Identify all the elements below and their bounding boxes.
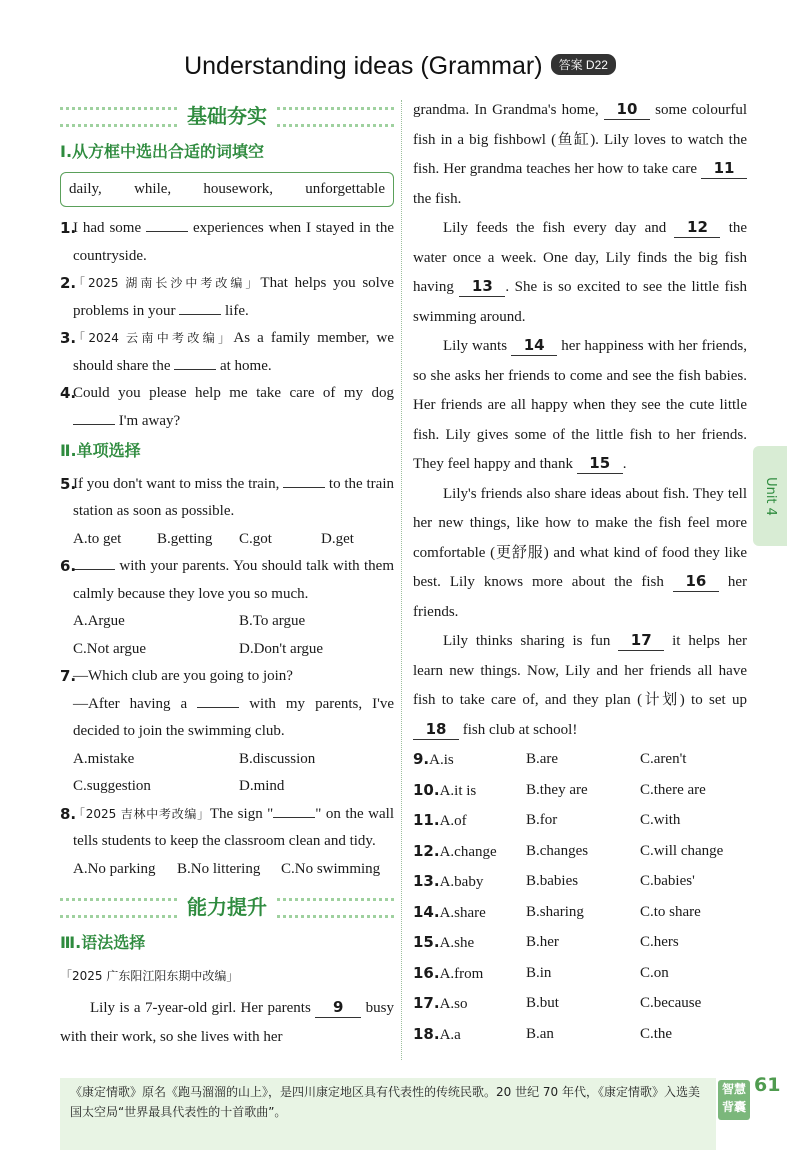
choice-option[interactable]: 17.A.so [413,994,468,1012]
passage-start: Lily is a 7-year-old girl. Her parents 9 busy with their work, so she lives with her [60,998,395,1045]
answer-blank[interactable] [146,217,188,232]
part1-title: Ⅰ.从方框中选出合适的词填空 [60,142,265,161]
passage-p3: Lily wants 14 her happiness with her friends, so she asks her friends to come and see the fish babies. Her friends are all happy when they see the cute little fish. Lily gives some of the little fish to her friends. They feel happy and thank 15 . [413,336,748,472]
numbered-blank[interactable]: 18 [413,719,459,740]
passage-p5: Lily thinks sharing is fun 17 it helps her learn new things. Now, Lily and her friends all have fish to take care of, and they plan (计划) to set up 18 fish club at school! [413,631,748,738]
choice-option[interactable]: C.with [640,812,681,828]
choice-option[interactable]: C.there are [640,781,706,798]
part3-title: Ⅲ.语法选择 [60,933,146,952]
choice-option[interactable]: 18.A.a [413,1024,461,1043]
choice-option[interactable]: 15.A.she [413,933,475,951]
choice-option[interactable]: B.her [526,934,559,950]
choice-number: 16. [413,963,440,982]
choice-option[interactable]: B.for [526,812,558,828]
options-8 [60,856,394,884]
question-1: 1. I had some experiences when I stayed in the countryside. [60,219,395,264]
choice-option[interactable]: C.to share [640,903,701,920]
option[interactable]: B.No littering [177,860,261,877]
choice-option[interactable]: 11.A.of [413,811,467,829]
option[interactable]: C.Not argue [73,640,147,657]
question-8: 8. 「2025 吉林中考改编」The sign " " on the wall tells students to keep the classroom clean and tidy. [60,804,394,849]
option[interactable]: C.got [239,530,272,547]
passage-p4: Lily's friends also share ideas about fish. They tell her new things, like how to make the fish feel more comfortable (更舒服) and what kind of food they like best. Lily knows more about the fish 16 her friends. [413,485,748,620]
answer-blank[interactable] [283,473,325,488]
numbered-blank[interactable]: 11 [701,158,747,179]
source-tag: 「2025 吉林中考改编」 [73,806,210,821]
choice-number: 18. [413,1024,440,1043]
choice-option[interactable]: C.aren't [640,751,687,767]
passage-p2: Lily feeds the fish every day and 12 the water once a week. One day, Lily finds the big fish having 13 . She is so excited to see the little fish swimming around. [413,218,748,325]
section-title: 能力提升 [187,895,267,920]
choice-option[interactable]: C.will change [640,842,724,859]
option[interactable]: A.No parking [73,860,156,877]
choice-option[interactable]: 9.A.is [413,750,454,768]
choice-number: 10. [413,780,440,799]
option[interactable]: C.suggestion [73,778,151,794]
option[interactable]: D.get [321,530,354,547]
answer-blank[interactable] [273,803,315,818]
answer-blank[interactable] [179,300,221,315]
question-5: 5. If you don't want to miss the train, to the train station as soon as possible. [60,474,394,519]
choice-option[interactable]: 14.A.share [413,902,486,921]
option[interactable]: D.mind [239,778,285,794]
word-item: while, [134,180,172,197]
choice-option[interactable]: B.but [526,995,559,1011]
choice-option[interactable]: C.on [640,964,669,981]
right-column [413,96,747,1050]
choice-option[interactable]: 16.A.from [413,963,484,982]
choice-option[interactable]: B.an [526,1025,554,1042]
option[interactable]: A.to get [73,530,122,547]
question-6: 6. with your parents. You should talk with them calmly because they love you so much. [60,557,394,602]
choice-number: 9. [413,750,430,768]
question-3: 3. 「2024 云南中考改编」As a family member, we should share the at home. [60,329,394,374]
choice-option[interactable]: B.babies [526,873,579,889]
column-divider [401,100,402,1060]
choice-number: 15. [413,933,440,951]
choice-option[interactable]: B.sharing [526,903,584,920]
choice-number: 14. [413,902,440,921]
option[interactable]: B.To argue [239,613,306,629]
source-tag: 「2025 湖南长沙中考改编」 [73,276,261,290]
option[interactable]: A.mistake [73,750,135,767]
word-box [60,172,394,208]
section-title: 基础夯实 [187,104,267,129]
option[interactable]: A.Argue [73,613,125,629]
footer-note: 《康定情歌》原名《跑马溜溜的山上》，是四川康定地区具有代表性的传统民歌。20 世纪 70 年代，《康定情歌》入选美国太空局“世界最具代表性的十首歌曲”。 [60,1078,716,1150]
choice-option[interactable]: B.changes [526,842,589,859]
page-number: 61 [754,1074,781,1096]
choice-option[interactable]: C.the [640,1025,673,1042]
choice-number: 13. [413,872,440,890]
numbered-blank[interactable]: 17 [618,630,664,651]
section-banner-basic [60,100,394,134]
numbered-blank[interactable]: 16 [673,571,719,592]
choice-option[interactable]: 13.A.baby [413,872,484,890]
option[interactable]: C.No swimming [281,860,381,877]
choice-option[interactable]: 10.A.it is [413,780,477,799]
title-text: Understanding ideas (Grammar) [184,52,543,80]
options-7a [60,746,394,774]
answer-blank[interactable] [174,355,216,370]
choice-option[interactable]: B.are [526,751,559,767]
option[interactable]: D.Don't argue [239,640,324,657]
option[interactable]: B.discussion [239,750,316,767]
question-7: 7. —Which club are you going to join? —After having a with my parents, I've decided to join the swimming club. [60,667,394,739]
numbered-blank[interactable]: 12 [674,217,720,238]
choice-option[interactable]: B.they are [526,781,588,798]
options-7b [60,773,394,801]
choice-option[interactable]: C.hers [640,934,679,950]
options-6b [60,636,394,664]
word-item: housework, [203,180,273,197]
section-banner-advanced [60,891,394,925]
question-2: 2. 「2025 湖南长沙中考改编」That helps you solve problems in your life. [60,274,394,319]
source-tag: 「2024 云南中考改编」 [73,331,234,345]
page-title [0,52,800,81]
choice-option[interactable]: C.babies' [640,873,695,889]
unit-tab: Unit 4 [753,446,787,546]
left-column [60,96,394,1052]
choice-table [413,745,747,1050]
choice-number: 17. [413,994,440,1012]
choice-option[interactable]: 12.A.change [413,841,497,860]
word-item: daily, [69,180,102,197]
choice-number: 11. [413,811,440,829]
part2-title: Ⅱ.单项选择 [60,441,141,460]
part3-source: 「2025 广东阳江阳东期中改编」 [60,968,239,983]
corner-label: 智慧背囊 [718,1080,750,1120]
question-4: 4. Could you please help me take care of my dog I'm away? [60,384,394,429]
choice-option[interactable]: B.in [526,964,552,981]
choice-number: 12. [413,841,440,860]
numbered-blank[interactable]: 15 [577,453,623,474]
choice-option[interactable]: C.because [640,995,702,1011]
numbered-blank[interactable]: 14 [511,335,557,356]
word-item: unforgettable [305,180,385,197]
numbered-blank[interactable]: 10 [604,99,650,120]
passage-p1: grandma. In Grandma's home, 10 some colourful fish in a big fishbowl (鱼缸). Lily loves to watch the fish. Her grandma teaches her how to take care 11 the fish. [413,100,747,207]
options-6a [60,608,394,636]
answer-blank[interactable] [73,555,115,570]
options-5 [60,526,394,554]
numbered-blank[interactable]: 13 [459,276,505,297]
answer-blank[interactable] [73,410,115,425]
option[interactable]: B.getting [157,530,213,547]
answer-blank[interactable] [197,693,239,708]
numbered-blank[interactable]: 9 [315,997,361,1018]
answer-badge: 答案 D22 [551,54,616,75]
